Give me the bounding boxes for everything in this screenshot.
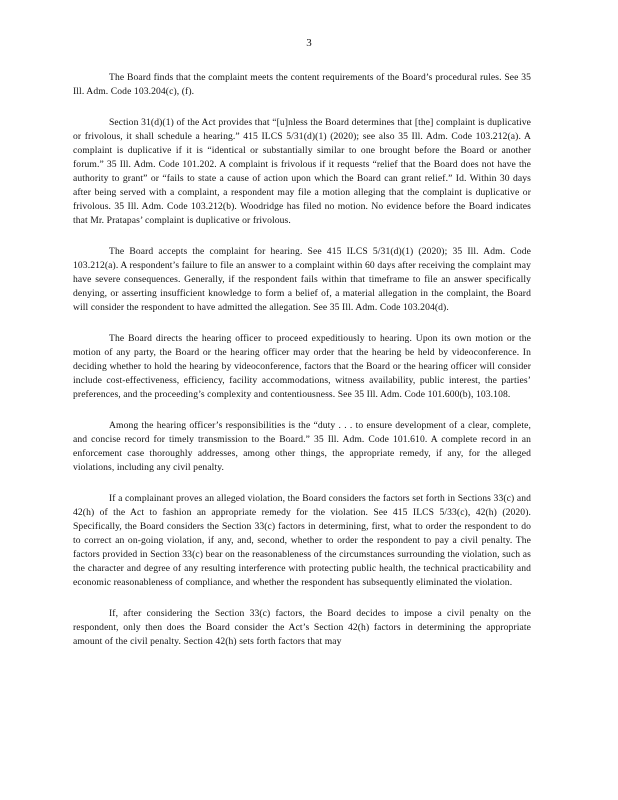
page-number: 3 xyxy=(306,37,312,49)
paragraph-content-requirements: The Board finds that the complaint meets the content requirements of the Board’s procedural rules. See 35 Ill. Adm. Code 103.204(c), (f). xyxy=(73,72,531,97)
paragraph-accepts-complaint: The Board accepts the complaint for hearing. See 415 ILCS 5/31(d)(1) (2020); 35 Ill. Adm. Code 103.212(a). A respondent’s failure to file an answer to a complaint within 60 days after receiving the complaint may have severe consequences. Generally, if the respondent fails within that timeframe to file an answer specifically denying, or asserting insufficient knowledge to form a belief of, a material allegation in the complaint, the Board will consider the respondent to have admitted the allegation. See 35 Ill. Adm. Code 103.204(d). xyxy=(73,246,531,313)
paragraph-hearing-officer-directive: The Board directs the hearing officer to proceed expeditiously to hearing. Upon its own motion or the motion of any party, the Board or the hearing officer may order that the hearing be held by videoconference. In deciding whether to hold the hearing by videoconference, factors that the Board or the hearing officer will consider include cost-effectiveness, efficiency, facility accommodations, witness availability, public interest, the parties’ preferences, and the proceeding’s complexity and contentiousness. See 35 Ill. Adm. Code 101.600(b), 103.108. xyxy=(73,333,531,400)
paragraph-remedy-factors: If a complainant proves an alleged violation, the Board considers the factors set forth in Sections 33(c) and 42(h) of the Act to fashion an appropriate remedy for the violation. See 415 ILCS 5/33(c), 42(h) (2020). Specifically, the Board considers the Section 33(c) factors in determining, first, what to order the respondent to do to correct an on-going violation, if any, and, second, whether to order the respondent to pay a civil penalty. The factors provided in Section 33(c) bear on the reasonableness of the circumstances surrounding the violation, such as the character and degree of any resulting interference with protecting public health, the technical practicability and economic reasonableness of compliance, and whether the respondent has subsequently eliminated the violation. xyxy=(73,493,531,588)
paragraph-civil-penalty: If, after considering the Section 33(c) factors, the Board decides to impose a civil penalty on the respondent, only then does the Board consider the Act’s Section 42(h) factors in determining the appropriate amount of the civil penalty. Section 42(h) sets forth factors that may xyxy=(73,608,531,647)
document-body xyxy=(73,71,531,649)
paragraph-hearing-officer-duties: Among the hearing officer’s responsibilities is the “duty . . . to ensure development of a clear, complete, and concise record for timely transmission to the Board.” 35 Ill. Adm. Code 101.610. A complete record in an enforcement case thoroughly addresses, among other things, the appropriate remedy, if any, for the alleged violations, including any civil penalty. xyxy=(73,420,531,473)
paragraph-duplicative-frivolous: Section 31(d)(1) of the Act provides that “[u]nless the Board determines that [the] complaint is duplicative or frivolous, it shall schedule a hearing.” 415 ILCS 5/31(d)(1) (2020); see also 35 Ill. Adm. Code 103.212(a). A complaint is duplicative if it is “identical or substantially similar to one brought before the Board or another forum.” 35 Ill. Adm. Code 101.202. A complaint is frivolous if it requests “relief that the Board does not have the authority to grant” or “fails to state a cause of action upon which the Board can grant relief.” Id. Within 30 days after being served with a complaint, a respondent may file a motion alleging that the complaint is duplicative or frivolous. 35 Ill. Adm. Code 103.212(b). Woodridge has filed no motion. No evidence before the Board indicates that Mr. Pratapas’ complaint is duplicative or frivolous. xyxy=(73,117,531,226)
